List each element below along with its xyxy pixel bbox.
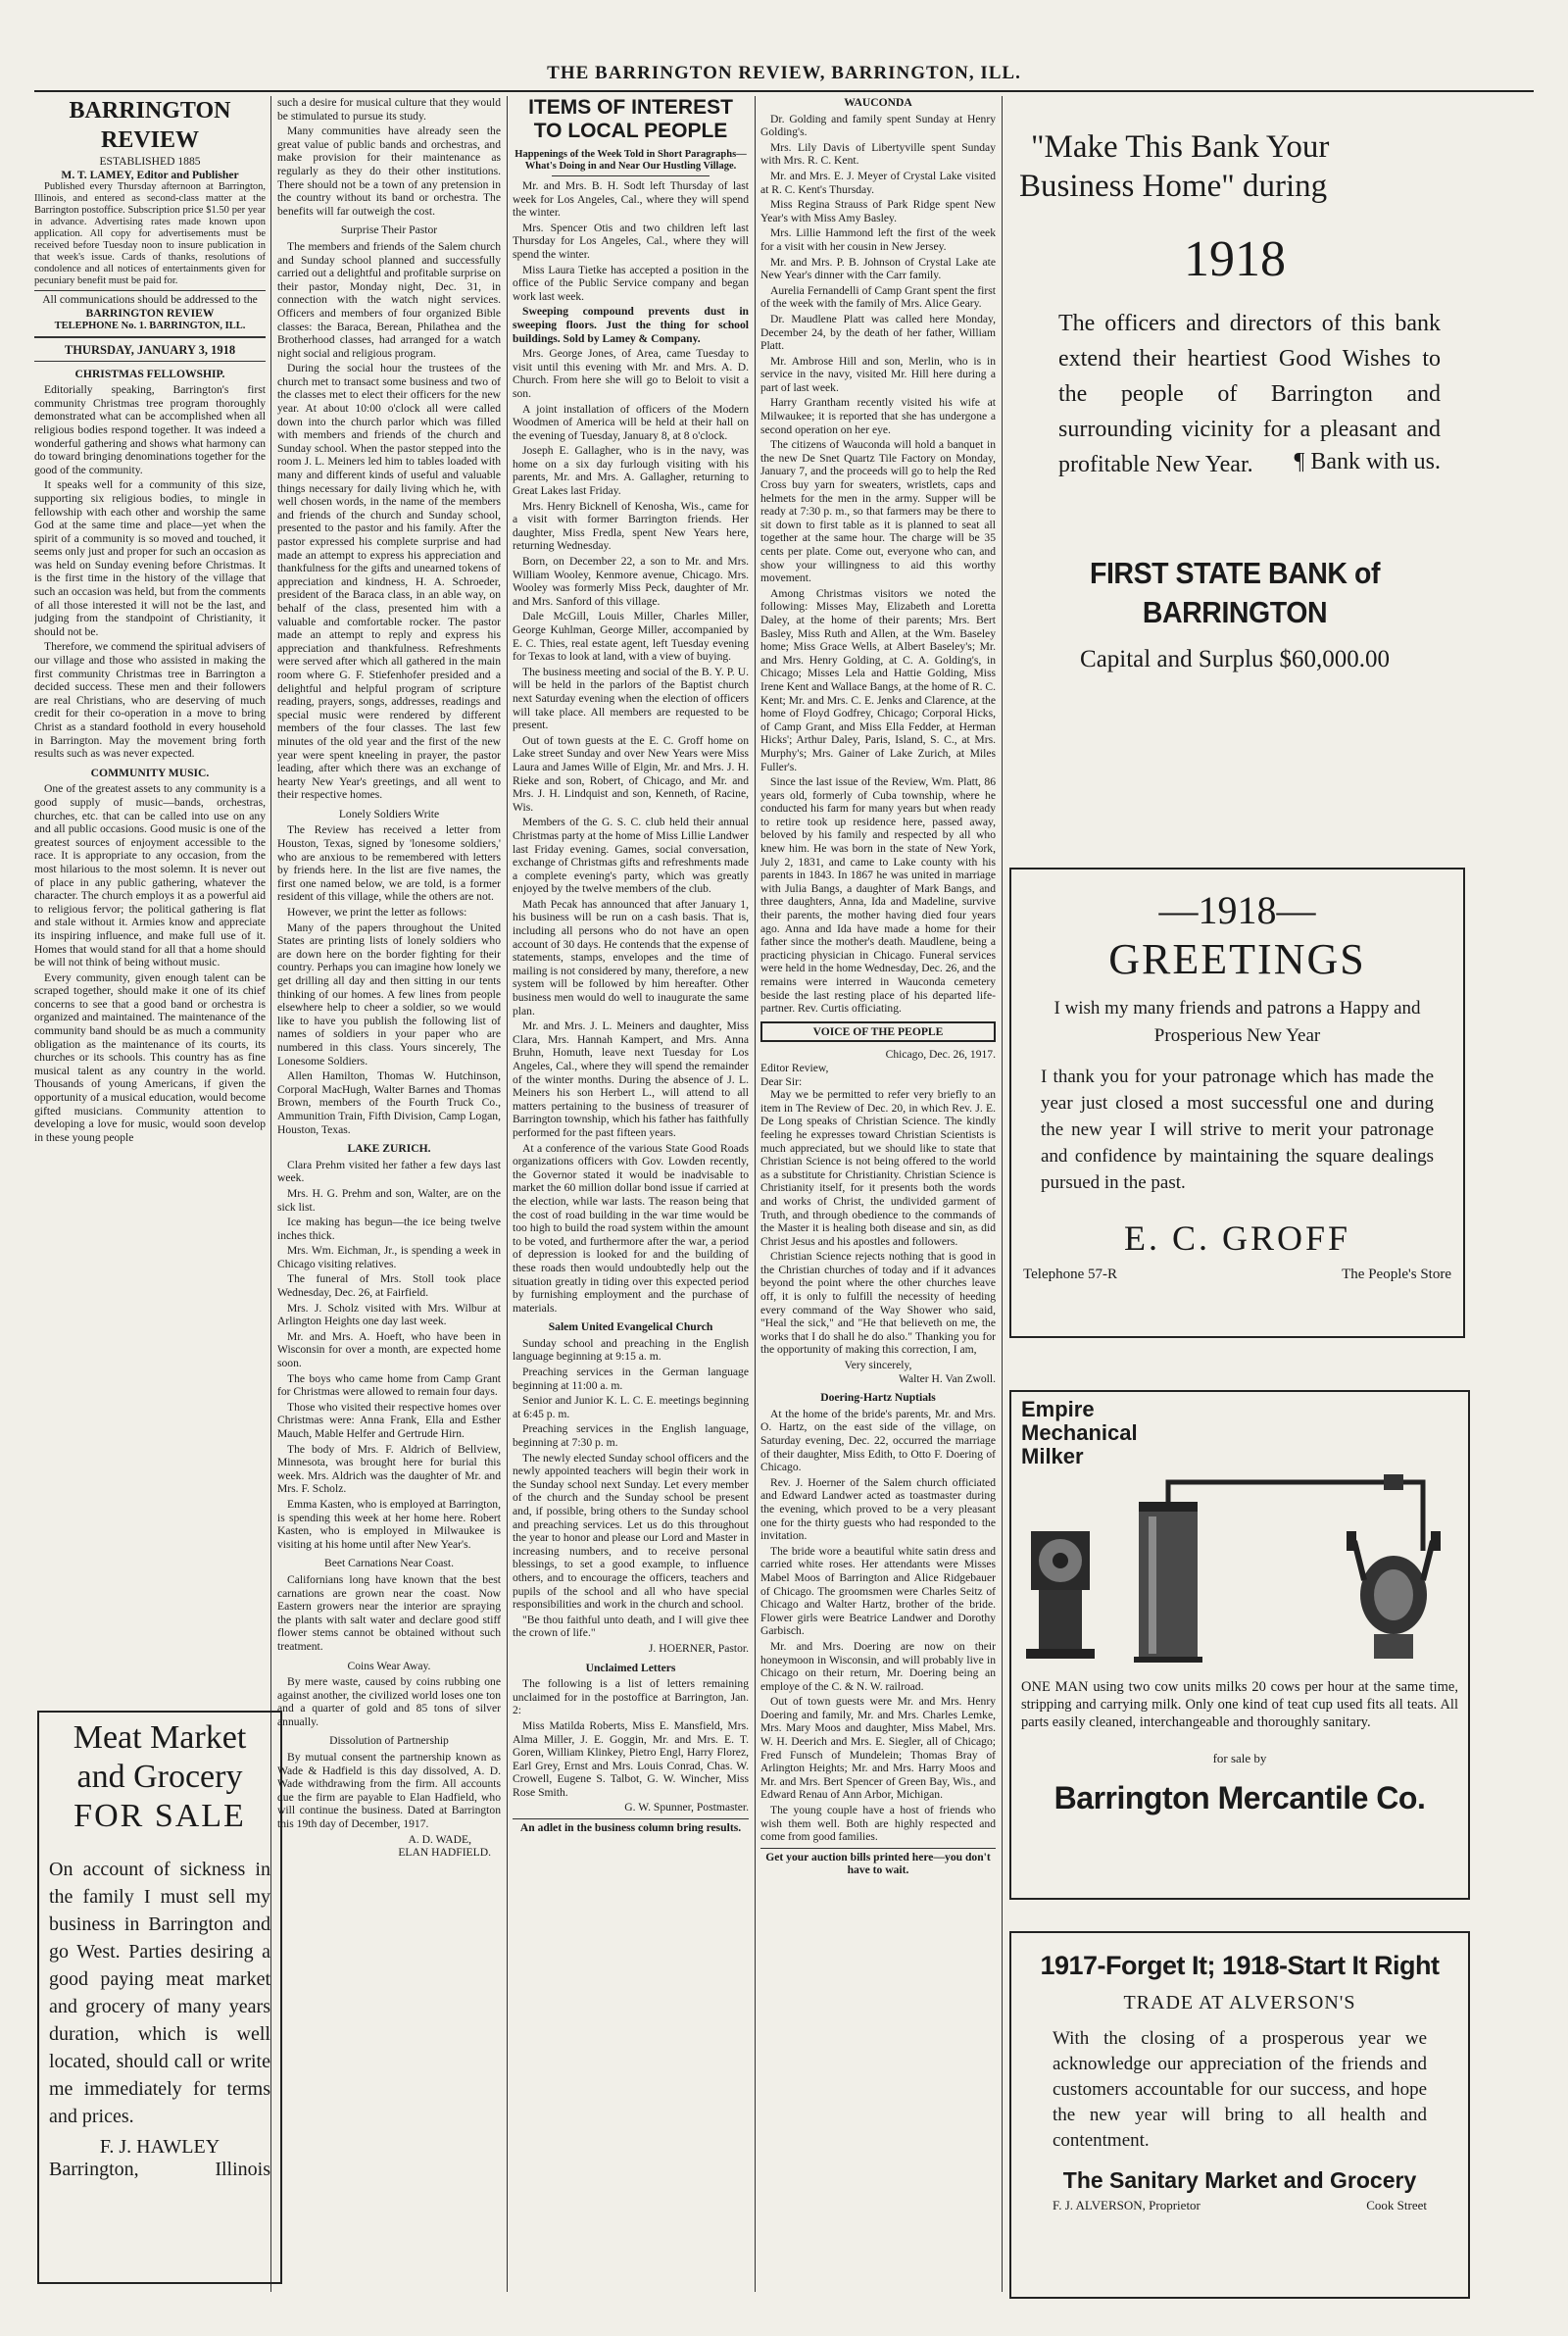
paragraph: Aurelia Fernandelli of Camp Grant spent the first of the week with the family of Mrs. Alice Geary.: [760, 283, 996, 311]
paragraph: Mrs. J. Scholz visited with Mrs. Wilbur at Arlington Heights one day last week.: [277, 1301, 501, 1328]
headline-wauconda: WAUCONDA: [844, 96, 912, 109]
ad-groff-body: I thank you for your patronage which has made the year just closed a most successful one and during the new year I will strive to merit your patronage and confidence by maintaining the square dealings pursued in the past.: [1041, 1067, 1434, 1193]
communications-note: All communications should be addressed to the: [42, 293, 258, 307]
paragraph: such a desire for musical culture that they would be stimulated to pursue its study.: [277, 96, 501, 123]
paragraph: Among Christmas visitors we noted the following: Misses May, Elizabeth and Loretta Daley, at the home of their parents; Mrs. Bert Basley, Miss Ruth and Allen, at the Wm. Baseley home; Miss Grace Wells, at Albert Baseley's; Mr. and Mrs. Henry Golding, at C. A. Golding's, in Chicago; Misses Lela and Hattie Golding, Miss Irene Kent and Wallace Bangs, at the home of R. C. Kent; Mr. and Mrs. C. E. Jenks and Clarence, at the home of Floyd Godfrey, Chicago; Corporal Hicks, of Camp Grant, and Miss Ella Fedder, at Herman Hicks'; Arthur Daley, Paris, Island, S. C., at Mrs. Murphy's; Mrs. Gainer of Lake Zurich, at Miles Fuller's.: [760, 586, 996, 773]
ad-groff-phone: Telephone 57-R: [1023, 1267, 1118, 1282]
paragraph: Mrs. Spencer Otis and two children left last Thursday for Los Angeles, Cal., where they will spend the winter.: [513, 221, 749, 261]
paragraph: The members and friends of the Salem church and Sunday school planned and successfully carried out a delightful and profitable surprise on their pastor, Monday night, Dec. 31, in connection with the watch night services. Officers and members of four organized Bible classes: the Baraca, Berean, Philathea and the Brotherhood classes, had arranged for a watch night social and religious program.: [277, 239, 501, 360]
paragraph: Miss Matilda Roberts, Miss E. Mansfield, Mrs. Alma Miller, J. E. Goggin, Mr. and Mrs. E. T. Goren, William Klinkey, Pietro Engl, Harry Florez, Earl Grey, Ernst and Mrs. Louis Conrad, Chas. W. Crowell, Eugene S. Talbot, G. W. Wincher, Miss Rose Smith.: [513, 1718, 749, 1799]
paragraph: The newly elected Sunday school officers and the newly appointed teachers will begin their work in the Sunday school next Sunday. Let every member of the church and the Sunday school be present and, if possible, bring others to the Sunday school and preaching services. Let us do this throughout the year to honor and please our Lord and Master in increasing numbers, and to receive personal blessings, to set a good example, to influence others, and to encourage the officers, teachers and pupils of the school and all who have special responsibilities and work in the church and school.: [513, 1451, 749, 1612]
paragraph: At a conference of the various State Good Roads organizations officers with Gov. Lowden recently, the Governor stated it would be inadvisable to market the 60 million dollar bond issue if carried at the election, while war lasts. The reason being that the cost of road building in the war time would be too high to build the road system within the amount to be voted, and furthermore after the war, a period of depression is looked for and the building of these roads then would undoubtedly help out the situation greatly in tiding over this expected period by furnishing employment and the purchase of materials.: [513, 1141, 749, 1315]
letter-closing: Very sincerely,: [844, 1359, 912, 1372]
headline-community-music: COMMUNITY MUSIC.: [90, 766, 210, 779]
ad-milker-title2: Mechanical: [1021, 1420, 1138, 1445]
ad-milker-title3: Milker: [1021, 1444, 1084, 1468]
address-line-2: TELEPHONE No. 1. BARRINGTON, ILL.: [54, 321, 246, 332]
ad-meat-line2: and Grocery: [76, 1759, 243, 1795]
paragraph: Rev. J. Hoerner of the Salem church officiated and Edward Landwer acted as toastmaster during the evening, which proved to be a very pleasant one for the thirty guests who had responded to the invitation.: [760, 1475, 996, 1543]
ad-groff-name: E. C. GROFF: [1123, 1218, 1351, 1258]
paragraph: The boys who came home from Camp Grant for Christmas were allowed to remain four days.: [277, 1371, 501, 1399]
headline-nuptials: Doering-Hartz Nuptials: [820, 1391, 936, 1405]
ad-groff-year: —1918—: [1158, 888, 1316, 932]
ad-sanitary-sub: TRADE AT ALVERSON'S: [1123, 1992, 1356, 2013]
paragraph: Mr. and Mrs. B. H. Sodt left Thursday of last week for Los Angeles, Cal., where they will spend the winter.: [513, 179, 749, 220]
paragraph: Mr. and Mrs. E. J. Meyer of Crystal Lake visited at R. C. Kent's Thursday.: [760, 169, 996, 196]
ad-groff-line1: I wish my many friends and patrons a Happy and Prosperious New Year: [1054, 998, 1421, 1046]
column-footer-note: An adlet in the business column bring results.: [513, 1818, 749, 1835]
paragraph: The business meeting and social of the B. Y. P. U. will be held in the parlors of the Baptist church next Saturday evening when the election of officers will take place. All members are requested to be present.: [513, 665, 749, 732]
established-line: ESTABLISHED 1885: [99, 155, 201, 168]
ad-sanitary-body: With the closing of a prosperous year we acknowledge our appreciation of the friends and customers accountable for our success, and hope the new year will bring to all health and contentment.: [1053, 2028, 1427, 2151]
ad-meat-body: On account of sickness in the family I must sell my business in Barrington and go West. Parties desiring a good paying meat market and grocery of many years duration, which is well located, should call or write me immediately for terms and prices.: [49, 1859, 270, 2127]
paragraph: Mr. and Mrs. P. B. Johnson of Crystal Lake ate New Year's dinner with the Carr family.: [760, 255, 996, 282]
paragraph: Mrs. George Jones, of Area, came Tuesday to visit until this evening with Mr. and Mrs. A. D. Church. From here she will go to Beloit to visit a son.: [513, 347, 749, 400]
paragraph: Ice making has begun—the ice being twelve inches thick.: [277, 1216, 501, 1242]
paragraph: Those who visited their respective homes over Christmas were: Anna Frank, Ella and Esther Mauch, Mable Helfer and Gertrude Hirn.: [277, 1400, 501, 1440]
ad-milker-body: ONE MAN using two cow units milks 20 cows per hour at the same time, stripping and carrying milk. Only one kind of teat cup used fits all teats. All parts easily cleaned, interchangeable and thoroughly sanitary.: [1021, 1679, 1458, 1730]
signature-1: A. D. WADE,: [408, 1832, 471, 1846]
paragraph: During the social hour the trustees of the church met to transact some business and two of the classes met to elect their officers for the new year. At about 10:00 o'clock all were called down into the church parlor which was filled with members and friends of the church and Sunday school. When the pastor stepped into the room J. L. Meiners led him to tables loaded with many and different kinds of useful and valuable things necessary for daily living which he, with well chosen words, in the name of the members and friends of the church and Sunday school, presented to the pastor and his family. After the pastor expressed his complete surprise and had made an attempt to express his appreciation and thankfulness for the gifts and unearned tokens of appreciation and kindness, H. A. Schroeder, president of the Baraca class, in an able way, on behalf of the class, presented him with a valuable and comfortable rocker. The pastor made an attempt to reply and express his appreciation and thankfulness. Refreshments were served after which all gathered in the main room where G. F. Stiefenhofer presided and a delightful and helpful program of scripture reading, prayers, songs, addresses, readings and special music were rendered by different members of the four classes. The last few minutes of the old year and the first of the new year were spent kneeling in prayer, the pastor leading, after which there was an exchange of hearty New Year's greetings, and all went to their respective homes.: [277, 362, 501, 802]
paragraph: The young couple have a host of friends who wish them well. Both are highly respected and come from good families.: [760, 1804, 996, 1844]
vacuum-pipe-icon: [1168, 1474, 1423, 1551]
paragraph: Senior and Junior K. L. C. E. meetings beginning at 6:45 p. m.: [513, 1394, 749, 1420]
paragraph: Mrs. Wm. Eichman, Jr., is spending a week in Chicago visiting relatives.: [277, 1244, 501, 1270]
column-items-of-interest: [513, 96, 749, 2292]
section-subtitle: Happenings of the Week Told in Short Paragraphs—What's Doing in and Near Our Hustling Village.: [514, 149, 747, 172]
signature-2: ELAN HADFIELD.: [398, 1846, 491, 1860]
paragraph: Many communities have already seen the great value of public bands and orchestras, and make provision for their maintenance as regularly as they do their other institutions. There should not be a town of any pretension in the country without its band or orchestra. The benefits will far outweigh the cost.: [277, 124, 501, 218]
paragraph: Californians long have known that the best carnations are grown near the coast. Now Eastern growers near the interior are spraying the plants with salt water and declare good stiff flower stems cannot be obtained without such treatment.: [277, 1572, 501, 1653]
paragraph: The body of Mrs. F. Aldrich of Bellview, Minnesota, was brought here for burial this week. Mrs. Aldrich was the daughter of Mr. and Mrs. F. Scholz.: [277, 1442, 501, 1496]
ad-meat-place: [49, 2159, 270, 2181]
milk-pail-icon: [1134, 1502, 1202, 1663]
column-rule: [507, 96, 508, 2292]
publication-info: Published every Thursday afternoon at Barrington, Illinois, and entered as second-class matter at the Barrington postoffice. Subscription price $1.50 per year in advance. Advertising rates made known upon application. All copy for advertisements must be received before Tuesday noon to insure publication in that week's issue. Cards of thanks, resolutions of condolence and all notices of entertainments given for pecuniary benefit must be paid for.: [34, 181, 266, 287]
ad-meat-town: Barrington,: [49, 2159, 139, 2180]
paragraph: A joint installation of officers of the Modern Woodmen of America will be held at their hall on the evening of Tuesday, January 8, at 8 o'clock.: [513, 402, 749, 442]
ad-bank-line2: Business Home" during: [1019, 169, 1328, 204]
address-line-1: BARRINGTON REVIEW: [85, 306, 215, 320]
headline-salem-church: Salem United Evangelical Church: [548, 1320, 713, 1334]
section-title-line2: TO LOCAL PEOPLE: [533, 120, 728, 142]
ad-meat-market: [37, 1711, 282, 2284]
ad-groff-greetings: [1009, 868, 1465, 1338]
paragraph: "Be thou faithful unto death, and I will give thee the crown of life.": [513, 1613, 749, 1640]
milker-machine-illustration: [1021, 1472, 1452, 1668]
headline-lonely-soldiers: Lonely Soldiers Write: [338, 807, 440, 820]
paragraph: Editorially speaking, Barrington's first community Christmas tree program thoroughly demonstrated what can be accomplished when all religious bodies respond together. It was indeed a wonderful gathering and shows what harmony can do toward bringing denominations together for the good of the community.: [34, 383, 266, 476]
ad-bank-tagline: Bank with us.: [1310, 449, 1441, 474]
paragraph: Dale McGill, Louis Miller, Charles Miller, George Kuhlman, George Miller, accompanied by E. C. Thies, real estate agent, left Tuesday evening for Texas to look at land, with a view of buying.: [513, 610, 749, 664]
ad-bank-year: 1918: [1184, 231, 1286, 287]
column-rule: [755, 96, 756, 2292]
paragraph: Since the last issue of the Review, Wm. Platt, 86 years old, formerly of Cuba township, where he conducted his farm for many years but when ready to retire took up residence here, passed away, beloved by his family and respected by all who knew him. He was born in the state of New York, July 2, 1831, and came to Lake county with his parents in 1843. In 1867 he was united in marriage with Julia Bangs, a daughter of Mark Bangs, and three daughters, Anna, Ida and Madeline, survive their parents, the mother having died four years ago. Anna and Ida have made a home for their father since the mother's death. Maudlene, being a practicing physician in Chicago. Funeral services were held in the home Wednesday, Dec. 26, and the remains were interred in Wauconda cemetery beside the last resting place of his departed life-partner. Rev. Curtis officiating.: [760, 775, 996, 1016]
paragraph: Mr. Ambrose Hill and son, Merlin, who is in service in the navy, visited Mr. Hill here during a part of last week.: [760, 354, 996, 394]
ad-bank-body: The officers and directors of this bank extend their heartiest Good Wishes to the people of Barrington and surrounding vicinity for a pleasant and profitable New Year.: [1058, 311, 1441, 477]
headline-christmas-fellowship: CHRISTMAS FELLOWSHIP.: [74, 367, 225, 380]
paragraph: Mrs. Lillie Hammond left the first of the week for a visit with her cousin in New Jersey.: [760, 226, 996, 253]
paragraph: Mrs. Henry Bicknell of Kenosha, Wis., came for a visit with former Barrington friends. Her daughter, Miss Fredla, spent New Years here, returning Wednesday.: [513, 499, 749, 553]
column-rule: [1002, 96, 1003, 2292]
headline-lake-zurich: LAKE ZURICH.: [347, 1142, 431, 1156]
ad-meat-line3: FOR SALE: [74, 1798, 246, 1834]
paragraph: Sunday school and preaching in the English language beginning at 9:15 a. m.: [513, 1336, 749, 1364]
paragraph: Mr. and Mrs. J. L. Meiners and daughter, Miss Clara, Mrs. Hannah Kampert, and Mrs. Anna Bruhn, Homuth, leave next Tuesday for Los Angeles, Cal., where they will spend the remainder of the winter months. During the absence of J. L. Meiners his son Herbert L., will attend to all matters pertaining to the business of treasurer of Barrington township, which his father has faithfully performed for the past fifteen years.: [513, 1019, 749, 1139]
editor-line: M. T. LAMEY, Editor and Publisher: [61, 168, 239, 181]
headline-surprise-pastor: Surprise Their Pastor: [340, 224, 438, 237]
ad-sanitary-footer: [1023, 2198, 1456, 2213]
paragraph: However, we print the letter as follows:: [287, 906, 467, 919]
paragraph: The funeral of Mrs. Stoll took place Wednesday, Dec. 26, at Fairfield.: [277, 1272, 501, 1300]
ad-sanitary-market: [1009, 1931, 1470, 2299]
ad-empire-milker: [1009, 1390, 1470, 1900]
paragraph: The following is a list of letters remaining unclaimed for in the postoffice at Barrington, Jan. 2:: [513, 1677, 749, 1717]
paragraph: Out of town guests at the E. C. Groff home on Lake street Sunday and over New Years were Miss Laura and James Wille of Elgin, Mr. and Mrs. J. H. Rieke and son, Robert, of Chicago, and Mr. and Mrs. J. H. Lindquist and son, Kenneth, of Racine, Wis.: [513, 733, 749, 814]
paragraph: Members of the G. S. C. club held their annual Christmas party at the home of Miss Lillie Landwer last Friday evening. Games, social conversation, exchange of Christmas gifts and refreshments made a complete evening's party, which was greatly enjoyed by the twelve members of the club.: [513, 816, 749, 896]
paper-name: BARRINGTON REVIEW: [69, 98, 231, 153]
paragraph: Harry Grantham recently visited his wife at Milwaukee; it is reported that she has undergone a second operation on her eye.: [760, 396, 996, 436]
ad-meat-line1: Meat Market: [73, 1719, 247, 1756]
paragraph: Clara Prehm visited her father a few days last week.: [277, 1158, 501, 1185]
paragraph: Christian Science rejects nothing that is good in the Christian churches of today and if it advances beyond the point where the other churches leave off, it is only to fulfill the necessity of heeding every command of the Way Shower who said, "Heal the sick," and "He that believeth on me, the works that I do shall he do also." Thanking you for the opportunity of making this correction, I am,: [760, 1250, 996, 1357]
paragraph: Mr. and Mrs. Doering are now on their honeymoon in Wisconsin, and will probably live in Chicago on their return, Mr. Doering being an employe of the C. & N. W. railroad.: [760, 1639, 996, 1693]
letter-salutation-1: Editor Review,: [760, 1061, 829, 1074]
paragraph: The Review has received a letter from Houston, Texas, signed by 'lonesome soldiers,' who are anxious to be remembered with letters by friends here. In the list are five names, the first one named below, we are told, is a former resident of this village, while the others are not.: [277, 823, 501, 904]
paragraph: At the home of the bride's parents, Mr. and Mrs. O. Hartz, on the east side of the village, on Saturday evening, Dec. 22, occurred the marriage of their daughter, Miss Edith, to Otto F. Doering of Chicago.: [760, 1407, 996, 1474]
paragraph: Born, on December 22, a son to Mr. and Mrs. William Wooley, Kenmore avenue, Chicago. Mrs. Wooley was formerly Miss Peck, daughter of Mr. and Mrs. Sanford of this village.: [513, 555, 749, 608]
ad-milker-title1: Empire: [1021, 1397, 1095, 1421]
paragraph: Out of town guests were Mr. and Mrs. Henry Doering and family, Mr. and Mrs. Charles Lemke, Mrs. Mary Moos and daughter, Miss Mabel, Mrs. W. H. Deerich and Mrs. E. Siegler, all of Chicago; Fred Funsch of Mundelein; Thomas Bray of Arlington Heights; Mr. and Mrs. Harry Moos and Mr. and Mrs. Bert Spencer of Green Bay, Wis., and Edward Renau of Ann Arbor, Michigan.: [760, 1695, 996, 1802]
issue-date: THURSDAY, JANUARY 3, 1918: [64, 342, 236, 357]
paragraph: Allen Hamilton, Thomas W. Hutchinson, Corporal MacHugh, Walter Barnes and Thomas Brown, members of the Fourth Truck Co., Ammunition Train, Fifth Division, Camp Logan, Houston, Texas.: [277, 1069, 501, 1136]
paragraph: Joseph E. Gallagher, who is in the navy, was home on a six day furlough visiting with his parents, Mr. and Mrs. A. Gallagher, returning to Great Lakes last Friday.: [513, 444, 749, 498]
paragraph: Therefore, we commend the spiritual advisers of our village and those who assisted in making the first community Christmas tree in Barrington a decided success. These men and their followers are real Christians, who are deserving of much credit for their co-operation in a move to bring Christ as a standard foothold in every household in Barrington. May the movement bring forth results such as was never expected.: [34, 640, 266, 761]
ad-groff-title: GREETINGS: [1108, 935, 1366, 983]
ad-groff-store: The People's Store: [1342, 1267, 1451, 1282]
letter-salutation-2: Dear Sir:: [760, 1074, 803, 1088]
paragraph: Dr. Golding and family spent Sunday at Henry Golding's.: [760, 112, 996, 139]
headline-coins: Coins Wear Away.: [347, 1659, 431, 1672]
headline-voice-of-people: VOICE OF THE PEOPLE: [760, 1021, 996, 1043]
paragraph: The citizens of Wauconda will hold a banquet in the new De Snet Quartz Tile Factory on Monday, January 7, and the proceeds will go to help the Red Cross buy yarn for sweaters, wristlets, caps and helmets for the men in the army. Supper will be ready at 7:30 p. m., so that farmers may be there to sit down to first table as it is planned to seat all together at the same hour. The charge will be 35 cents per plate. Come out, everyone who can, and show your willingness to aid this worthy movement.: [760, 438, 996, 585]
pastor-signature: J. HOERNER, Pastor.: [648, 1641, 749, 1655]
paragraph: By mutual consent the partnership known as Wade & Hadfield is this day dissolved, A. D. Wade withdrawing from the firm. All accounts due the firm are payable to Elan Hadfield, who will continue the business. Dated at Barrington this 19th day of December, 1917.: [277, 1751, 501, 1831]
column-local-news: [277, 96, 501, 2292]
paragraph: May we be permitted to refer very briefly to an item in The Review of Dec. 20, in which Rev. J. E. De Long speaks of Christian Science. The kindly feeling he expresses toward Christian Scientists is much appreciated, but we should like to state that Christian Science is not being offered to the world as a substitute for Christianity. Christian Science is Christianity itself, for it presents both the words and works of Christ, the undivided garment of Truth, and through obedience to the commands of the Master it is healing both disease and sin, as did Christ Jesus and his apostles and followers.: [760, 1088, 996, 1248]
engine-icon: [1026, 1531, 1095, 1659]
ad-first-state-bank: [1019, 127, 1450, 804]
ad-sanitary-name: The Sanitary Market and Grocery: [1062, 2167, 1417, 2193]
postmaster-signature: G. W. Spunner, Postmaster.: [624, 1801, 749, 1814]
ad-sanitary-street: Cook Street: [1366, 2198, 1427, 2212]
column-wauconda: [760, 96, 996, 2292]
headline-carnations: Beet Carnations Near Coast.: [323, 1557, 454, 1570]
ad-milker-company: Barrington Mercantile Co.: [1054, 1780, 1426, 1815]
column-footer-note: Get your auction bills printed here—you don't have to wait.: [760, 1848, 996, 1877]
paragraph: Preaching services in the German language beginning at 11:00 a. m.: [513, 1366, 749, 1392]
paragraph-mark-icon: ¶: [1294, 449, 1311, 474]
letter-dateline: Chicago, Dec. 26, 1917.: [885, 1048, 996, 1062]
paragraph: Every community, given enough talent can be scraped together, should make it one of its chief concerns to see that a good band or orchestra is organized and maintained. The maintenance of the community band should be as much a community obligation as the maintenance of its courts, its churches or its schools. This country has as fine musical talent as any country in the world. Thousands of young Americans, if given the opportunity of a musical education, would become gifted musicians. Community attention to developing a love for music, would soon develop in these young people: [34, 970, 266, 1144]
ad-sanitary-headline: 1917-Forget It; 1918-Start It Right: [1040, 1951, 1440, 1980]
paragraph: Dr. Maudlene Platt was called here Monday, December 24, by the death of her father, William Platt.: [760, 312, 996, 353]
headline-dissolution: Dissolution of Partnership: [329, 1734, 449, 1748]
paragraph: Mrs. Lily Davis of Libertyville spent Sunday with Mrs. R. C. Kent.: [760, 140, 996, 168]
ad-meat-name: F. J. HAWLEY: [99, 2136, 220, 2158]
paragraph: Mr. and Mrs. A. Hoeft, who have been in Wisconsin for over a month, are expected home soon.: [277, 1329, 501, 1370]
paragraph: Miss Laura Tietke has accepted a position in the office of the Public Service company and began work last week.: [513, 263, 749, 303]
ad-bank-capital: Capital and Surplus $60,000.00: [1080, 646, 1390, 672]
ad-groff-footer: [1023, 1267, 1451, 1283]
paragraph: Miss Regina Strauss of Park Ridge spent New Year's with Miss Amy Basley.: [760, 198, 996, 224]
paragraph: Sweeping compound prevents dust in sweeping floors. Just the thing for school buildings. Sold by Lamey & Company.: [513, 305, 749, 345]
column-editorial: [34, 96, 266, 1704]
ad-bank-line1: "Make This Bank Your: [1031, 129, 1330, 165]
paragraph: Emma Kasten, who is employed at Barrington, is spending this week at her home here. Robert Kasten, who is employed in Milwaukee is visiting at his home until after New Year's.: [277, 1497, 501, 1551]
masthead-title: THE BARRINGTON REVIEW, BARRINGTON, ILL.: [547, 63, 1021, 83]
section-title-line1: ITEMS OF INTEREST: [528, 96, 733, 119]
paragraph: Preaching services in the English language, beginning at 7:30 p. m.: [513, 1422, 749, 1450]
ad-meat-state: Illinois: [215, 2159, 270, 2180]
headline-unclaimed-letters: Unclaimed Letters: [585, 1661, 676, 1674]
paragraph: It speaks well for a community of this size, supporting six religious bodies, to mingle in fellowship with each other and worship the same God at the same time and place—yet when the spirit of a community is so moved and touched, it seems only just and proper for such an occasion as was held on Sunday evening before Christmas. It is the first time in the history of the village that such an occasion was held, but from the comments of all those interested it will not be the last, and judging from the standpoint of Christianity, it should not be.: [34, 478, 266, 638]
ad-sanitary-prop: F. J. ALVERSON, Proprietor: [1053, 2198, 1200, 2212]
paragraph: Many of the papers throughout the United States are printing lists of lonely soldiers who are down here on the border fighting for their country. Perhaps you can imagine how lonely we get drilling all day and then sitting in our tents thinking of our homes. A few lines from people elsewhere help to cheer a soldier, so we would like to have you publish the following list of names of soldiers in your paper who are numbered in this class. Yours sincerely, The Lonesome Soldiers.: [277, 920, 501, 1068]
ad-bank-name: FIRST STATE BANK of BARRINGTON: [1090, 556, 1380, 629]
paragraph: The bride wore a beautiful white satin dress and carried white roses. Her attendants were Misses Mabel Moos of Barrington and Alice Ridgebauer of Chicago. The groomsmen were Charles Seitz of Chicago and Walter Hartz, brother of the bride. Flower girls were Beatrice Landwer and Dorothy Garbisch.: [760, 1544, 996, 1638]
paragraph: Math Pecak has announced that after January 1, his business will be run on a cash basis. That is, including all persons who do not have an open account of 30 days. He contends that the expense of statements, stamps, envelopes and the time of mailing is not considered by many, therefore, a new system will be followed by him hereafter. Other business men would do well to inaugurate the same plan.: [513, 897, 749, 1018]
paragraph: Mrs. H. G. Prehm and son, Walter, are on the sick list.: [277, 1186, 501, 1214]
paragraph: By mere waste, caused by coins rubbing one against another, the civilized world loses one ton and a quarter of gold and 85 tons of silver annually.: [277, 1675, 501, 1728]
paragraph: One of the greatest assets to any community is a good supply of music—bands, orchestras, churches, etc. that can be called into use on any and all public occasions. Good music is one of the greatest sources of enjoyment accessible to the race. It is appropriate to any occasion, from the most hilarious to the most solemn. It is never out of place in any public gathering, whatever the character. The church employs it as a powerful aid to religious fervor; the political gathering is flat and stale without it. Armies know and appreciate its inspiring influence, and make full use of it. Homes that would stand for all that a home should be will not think of being without music.: [34, 782, 266, 969]
page-masthead: [34, 63, 1534, 92]
milking-unit-icon: [1347, 1531, 1441, 1659]
ad-milker-forsale: for sale by: [1212, 1751, 1267, 1765]
letter-signature: Walter H. Van Zwoll.: [899, 1371, 996, 1385]
